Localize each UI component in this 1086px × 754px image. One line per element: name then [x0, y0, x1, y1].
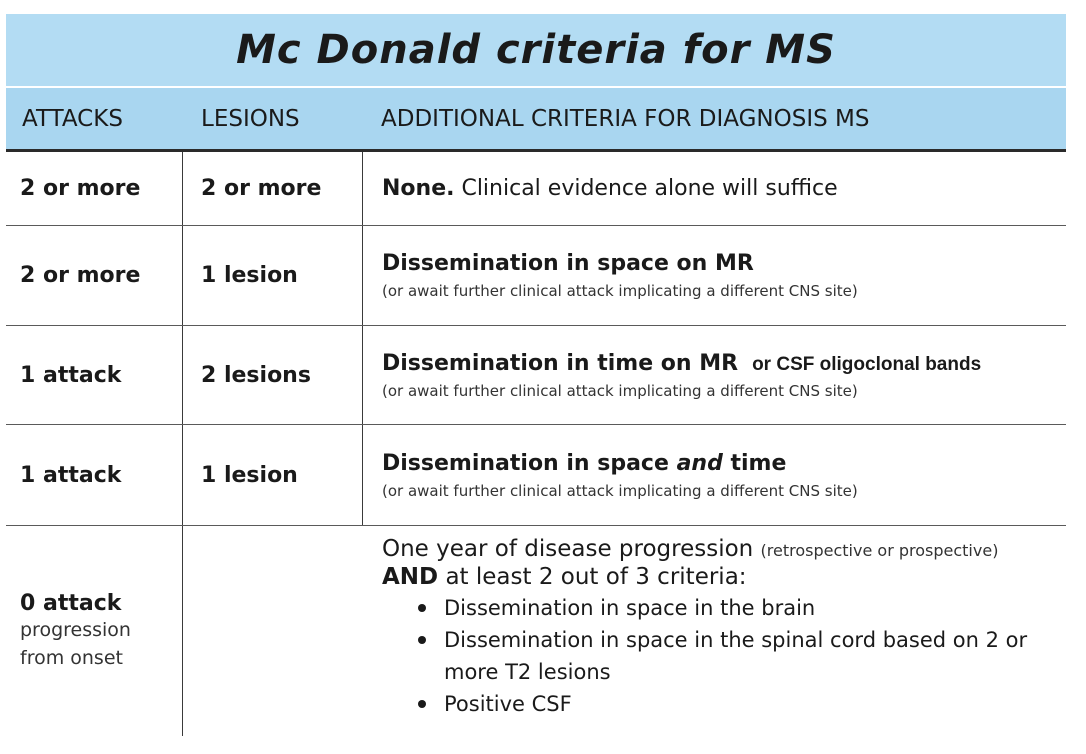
row-lesions: 1 lesion [201, 462, 298, 488]
progression-text: One year of disease progression [382, 536, 761, 562]
row-criteria [382, 351, 981, 376]
bullet-icon [418, 636, 426, 644]
header-lesions: LESIONS [201, 105, 300, 132]
progression-paren: (retrospective or prospective) [760, 541, 999, 560]
bullet-icon [418, 700, 426, 708]
row-criteria [382, 451, 858, 476]
row-lesions: 2 lesions [201, 362, 311, 388]
page-title: Mc Donald criteria for MS [236, 27, 836, 73]
attacks-note-2: from onset [20, 646, 123, 669]
table-header [6, 88, 1066, 152]
criteria-note: (or await further clinical attack implicating a different CNS site) [382, 282, 858, 300]
criteria-note: (or await further clinical attack implicating a different CNS site) [382, 481, 858, 500]
bullet-icon [418, 604, 426, 612]
row-criteria [382, 176, 838, 201]
header-criteria: ADDITIONAL CRITERIA FOR DIAGNOSIS MS [381, 105, 870, 132]
criteria-bold-b: time [722, 450, 787, 476]
row-attacks: 2 or more [20, 176, 141, 201]
criteria-count-text: at least 2 out of 3 criteria: [438, 564, 747, 590]
row-attacks: 0 attack [20, 590, 122, 616]
table-row [6, 526, 1066, 736]
and-label: AND [382, 564, 439, 590]
criteria-bold: Dissemination in space on MR [382, 251, 754, 276]
row-lesions: 2 or more [201, 176, 322, 201]
table-row [6, 226, 1066, 326]
title-bar [6, 14, 1066, 86]
criteria-extra: or CSF oligoclonal bands [752, 353, 982, 375]
header-attacks: ATTACKS [22, 105, 123, 132]
criteria-text: Clinical evidence alone will suffice [454, 176, 838, 201]
list-item: Positive CSF [444, 688, 1062, 720]
criteria-note: (or await further clinical attack implicating a different CNS site) [382, 381, 858, 400]
row-lesions: 1 lesion [201, 263, 298, 288]
criteria-bold: None. [382, 176, 455, 201]
list-item: Dissemination in space in the brain [444, 592, 1062, 624]
table-row [6, 326, 1066, 425]
criteria-bold: Dissemination in time on MR [382, 350, 739, 376]
criteria-line-1 [382, 536, 1062, 562]
criteria-line-2 [382, 564, 1062, 590]
table-row [6, 425, 1066, 526]
table-row [6, 152, 1066, 226]
list-item: Dissemination in space in the spinal cord based on 2 or more T2 lesions [444, 624, 1062, 688]
row-attacks: 2 or more [20, 263, 141, 288]
attacks-note-1: progression [20, 618, 131, 641]
row-attacks: 1 attack [20, 362, 122, 388]
criteria-bullet-list [382, 592, 1062, 720]
criteria-italic: and [676, 450, 723, 476]
row-attacks: 1 attack [20, 462, 122, 488]
row-criteria [382, 251, 858, 276]
criteria-bold-a: Dissemination in space [382, 450, 677, 476]
